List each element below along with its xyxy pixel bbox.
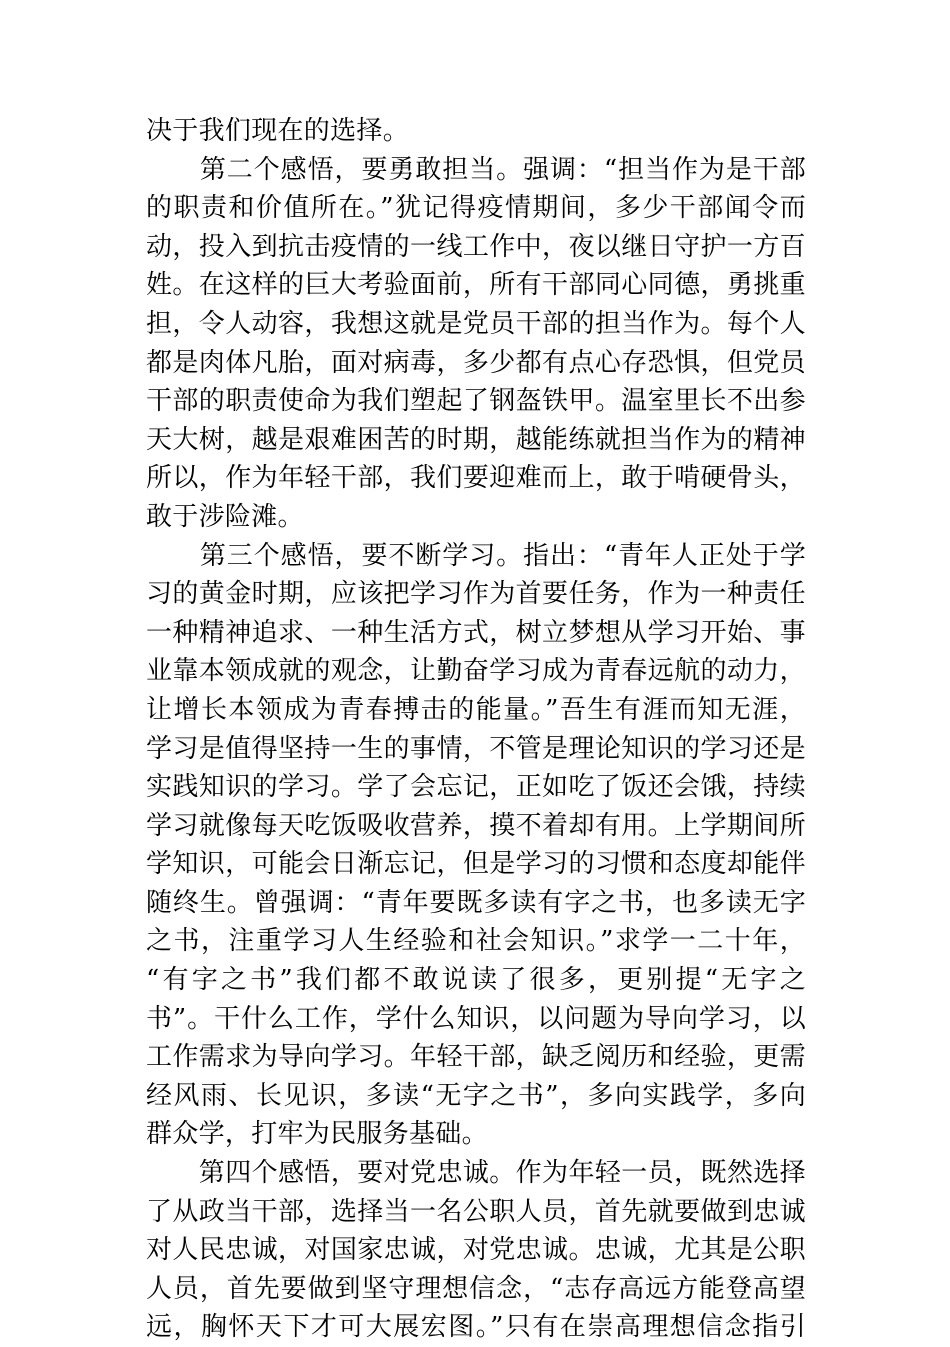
text-line: 所以，作为年轻干部，我们要迎难而上，敢于啃硬骨头， xyxy=(146,463,806,494)
text-line: 动，投入到抗击疫情的一线工作中，夜以继日守护一方百 xyxy=(146,231,806,262)
text-line: 工作需求为导向学习。年轻干部，缺乏阅历和经验，更需 xyxy=(146,1042,806,1073)
text-line: 干部的职责使命为我们塑起了钢盔铁甲。温室里长不出参 xyxy=(146,386,806,417)
text-line: 的职责和价值所在。”犹记得疫情期间，多少干部闻令而 xyxy=(146,193,806,224)
body-text xyxy=(146,112,806,1347)
text-line: “有字之书”我们都不敢说读了很多，更别提“无字之 xyxy=(146,965,806,996)
text-line: 第四个感悟，要对党忠诚。作为年轻一员，既然选择 xyxy=(146,1158,806,1189)
text-line: 群众学，打牢为民服务基础。 xyxy=(146,1119,488,1150)
text-line: 实践知识的学习。学了会忘记，正如吃了饭还会饿，持续 xyxy=(146,772,806,803)
text-line: 让增长本领成为青春搏击的能量。”吾生有涯而知无涯， xyxy=(146,694,806,725)
text-line: 业靠本领成就的观念，让勤奋学习成为青春远航的动力， xyxy=(146,656,806,687)
text-line: 姓。在这样的巨大考验面前，所有干部同心同德，勇挑重 xyxy=(146,270,806,301)
text-line: 人员，首先要做到坚守理想信念，“志存高远方能登高望 xyxy=(146,1273,806,1304)
text-line: 随终生。曾强调：“青年要既多读有字之书，也多读无字 xyxy=(146,887,806,918)
text-line: 都是肉体凡胎，面对病毒，多少都有点心存恐惧，但党员 xyxy=(146,347,806,378)
text-line: 第三个感悟，要不断学习。指出：“青年人正处于学 xyxy=(146,540,806,571)
text-line: 远，胸怀天下才可大展宏图。”只有在崇高理想信念指引 xyxy=(146,1312,806,1343)
text-line: 书”。干什么工作，学什么知识，以问题为导向学习，以 xyxy=(146,1003,806,1034)
text-line: 学知识，可能会日渐忘记，但是学习的习惯和态度却能伴 xyxy=(146,849,806,880)
text-line: 学习是值得坚持一生的事情，不管是理论知识的学习还是 xyxy=(146,733,806,764)
text-line: 担，令人动容，我想这就是党员干部的担当作为。每个人 xyxy=(146,308,806,339)
text-line: 之书，注重学习人生经验和社会知识。”求学一二十年， xyxy=(146,926,806,957)
text-line: 天大树，越是艰难困苦的时期，越能练就担当作为的精神 xyxy=(146,424,806,455)
text-line: 经风雨、长见识，多读“无字之书”，多向实践学，多向 xyxy=(146,1080,806,1111)
text-line: 了从政当干部，选择当一名公职人员，首先就要做到忠诚 xyxy=(146,1196,806,1227)
text-line: 决于我们现在的选择。 xyxy=(146,116,410,146)
text-line: 第二个感悟，要勇敢担当。强调：“担当作为是干部 xyxy=(146,154,806,185)
text-line: 习的黄金时期，应该把学习作为首要任务，作为一种责任 xyxy=(146,579,806,610)
text-line: 一种精神追求、一种生活方式，树立梦想从学习开始、事 xyxy=(146,617,806,648)
text-line: 敢于涉险滩。 xyxy=(146,501,304,532)
text-line: 学习就像每天吃饭吸收营养，摸不着却有用。上学期间所 xyxy=(146,810,806,841)
text-line: 对人民忠诚，对国家忠诚，对党忠诚。忠诚，尤其是公职 xyxy=(146,1235,806,1266)
